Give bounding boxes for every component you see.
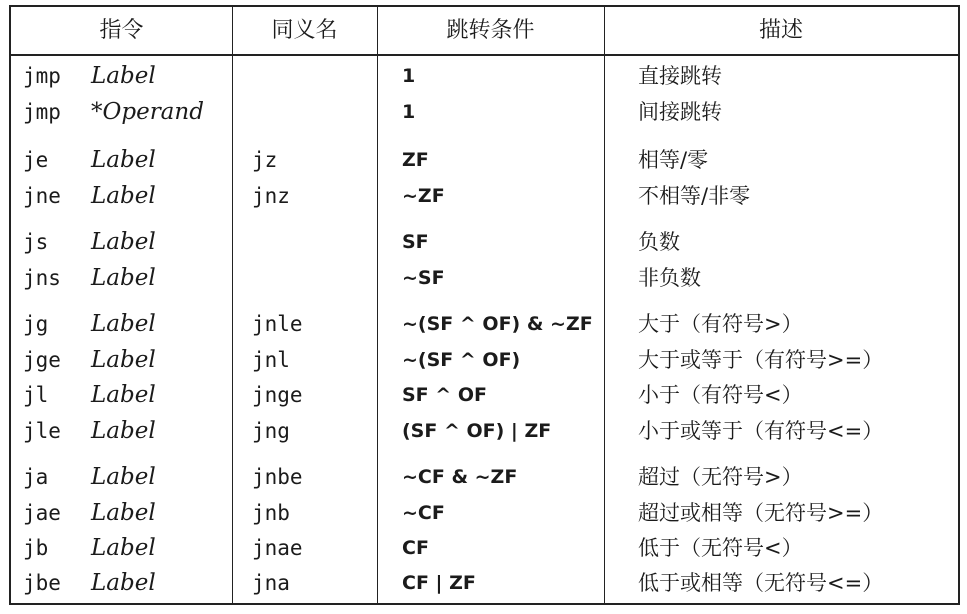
table-row [11,224,958,260]
instruction-operand: Label [91,418,156,444]
instruction-mnemonic: jne [23,184,61,208]
instruction-mnemonic: jae [23,501,61,525]
condition-cell: ~SF [402,267,445,289]
table-row [11,495,958,531]
table-row [11,260,958,296]
instruction-operand: Label [91,265,156,291]
synonym-cell: jnae [252,536,303,560]
instruction-operand: Label [91,147,156,173]
condition-cell: ZF [402,149,429,171]
instruction-mnemonic: jl [23,383,49,407]
synonym-cell: jng [252,419,290,443]
header-description: 描述 [758,18,803,43]
table-row [11,413,958,449]
condition-cell: (SF ^ OF) | ZF [402,420,552,442]
instruction-mnemonic: jmp [23,64,61,88]
table-row [11,530,958,566]
synonym-cell: jnl [252,348,290,372]
synonym-cell: jz [252,148,278,172]
instruction-operand: Label [91,382,156,408]
description-cell: 小于（有符号<） [638,383,803,407]
condition-cell: ~(SF ^ OF) [402,349,521,371]
synonym-cell: jnz [252,184,290,208]
description-cell: 不相等/非零 [638,184,751,208]
description-cell: 低于（无符号<） [638,536,803,560]
synonym-cell: jnle [252,312,303,336]
synonym-cell: jnb [252,501,290,525]
instruction-mnemonic: jge [23,348,61,372]
description-cell: 非负数 [638,266,701,290]
description-cell: 大于（有符号>） [638,312,803,336]
condition-cell: ~ZF [402,185,445,207]
description-cell: 超过（无符号>） [638,465,803,489]
table-row [11,565,958,601]
instruction-operand: *Operand [91,99,204,125]
instruction-operand: Label [91,570,156,596]
description-cell: 超过或相等（无符号>=） [638,501,884,525]
description-cell: 相等/零 [638,148,709,172]
condition-cell: CF | ZF [402,572,476,594]
instruction-mnemonic: jns [23,266,61,290]
instruction-operand: Label [91,63,156,89]
condition-cell: ~CF [402,502,445,524]
condition-cell: ~(SF ^ OF) & ~ZF [402,313,593,335]
table-row [11,342,958,378]
instruction-operand: Label [91,229,156,255]
description-cell: 大于或等于（有符号>=） [638,348,884,372]
header-condition: 跳转条件 [446,18,535,43]
jump-instruction-table [9,5,960,605]
instruction-operand: Label [91,464,156,490]
synonym-cell: jna [252,571,290,595]
header-synonym: 同义名 [271,18,338,43]
table-row [11,178,958,214]
instruction-mnemonic: jle [23,419,61,443]
table-row [11,459,958,495]
table-row [11,142,958,178]
instruction-mnemonic: je [23,148,49,172]
synonym-cell: jnbe [252,465,303,489]
synonym-cell: jnge [252,383,303,407]
table-row [11,306,958,342]
instruction-operand: Label [91,535,156,561]
instruction-mnemonic: js [23,230,49,254]
description-cell: 间接跳转 [638,100,722,124]
table-header [11,7,958,56]
table-row [11,58,958,94]
instruction-mnemonic: jbe [23,571,61,595]
condition-cell: SF ^ OF [402,384,487,406]
description-cell: 直接跳转 [638,64,722,88]
condition-cell: 1 [402,65,416,87]
table-row [11,94,958,130]
condition-cell: ~CF & ~ZF [402,466,518,488]
description-cell: 低于或相等（无符号<=） [638,571,884,595]
description-cell: 负数 [638,230,680,254]
instruction-operand: Label [91,500,156,526]
condition-cell: 1 [402,101,416,123]
condition-cell: CF [402,537,429,559]
instruction-operand: Label [91,183,156,209]
condition-cell: SF [402,231,429,253]
instruction-mnemonic: ja [23,465,49,489]
instruction-mnemonic: jb [23,536,49,560]
table-row [11,377,958,413]
instruction-mnemonic: jmp [23,100,61,124]
description-cell: 小于或等于（有符号<=） [638,419,884,443]
header-instruction: 指令 [99,18,144,43]
instruction-operand: Label [91,347,156,373]
instruction-mnemonic: jg [23,312,49,336]
instruction-operand: Label [91,311,156,337]
